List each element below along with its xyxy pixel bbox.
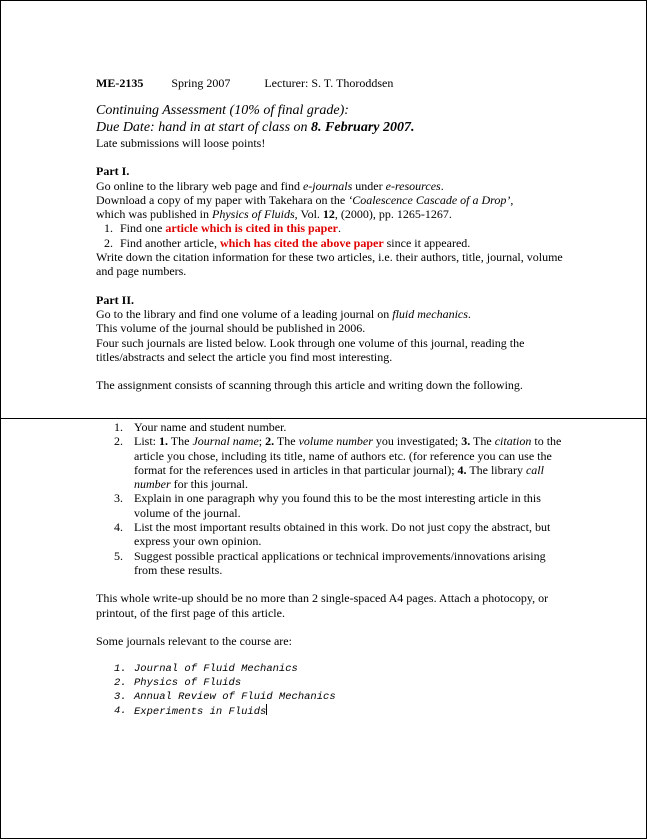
list-item: 3. Explain in one paragraph why you found this to be the most interesting article in this volume of the journal.	[114, 491, 541, 520]
course-code: ME-2135	[96, 76, 144, 90]
page-divider	[0, 418, 647, 419]
list-item: 2. List: 1. The Journal name; 2. The volume number you investigated; 3. The citation to the article you chose, including its title, name of authors etc. (for reference you can use the format for the references used in articles in that particular journal); 4. The library call number for this journal.	[114, 434, 562, 492]
due-date: 8. February 2007.	[311, 120, 415, 135]
late-note: Late submissions will loose points!	[96, 136, 266, 150]
highlight-citing: which has cited the above paper	[219, 235, 384, 250]
due-prefix: Due Date: hand in at start of class on	[96, 120, 312, 135]
writeup-note: This whole write-up should be no more than 2 single-spaced A4 pages. Attach a photocopy, or printout, of the first page of this article.	[96, 591, 549, 620]
document-lower	[96, 420, 566, 719]
part1-line1: Go online to the library web page and find e-journals under e-resources.	[96, 178, 444, 193]
list-item: 2. Physics of Fluids	[114, 677, 242, 690]
list-item: 4. Experiments in Fluids	[114, 705, 267, 719]
highlight-cited: article which is cited in this paper	[165, 221, 339, 236]
part2-line2: This volume of the journal should be published in 2006.	[96, 321, 366, 336]
course-lecturer: Lecturer: S. T. Thoroddsen	[264, 76, 394, 90]
due-date-line	[96, 119, 566, 136]
list-item: 5. Suggest possible practical applications or technical improvements/innovations arising from these results.	[114, 548, 546, 577]
list-item: 2. Find another article, which has cited the above paper since it appeared.	[104, 235, 471, 250]
document-upper	[96, 76, 566, 392]
part2-line1: Go to the library and find one volume of a leading journal on fluid mechanics.	[96, 306, 471, 321]
list-item: 3. Annual Review of Fluid Mechanics	[114, 691, 336, 704]
list-item: 4. List the most important results obtained in this work. Do not just copy the abstract, but express your own opinion.	[114, 520, 551, 549]
part1-list	[96, 221, 566, 250]
journals-intro: Some journals relevant to the course are:	[96, 633, 292, 648]
list-item: 1. Your name and student number.	[114, 420, 287, 434]
list-item: 1. Find one article which is cited in this paper.	[104, 221, 342, 236]
part2-heading: Part II.	[96, 292, 134, 307]
task-list	[96, 420, 566, 577]
list-item: 1. Journal of Fluid Mechanics	[114, 663, 298, 676]
part2-line3: Four such journals are listed below. Look through one volume of this journal, reading the titles/abstracts and select the article you find most interesting.	[96, 335, 525, 364]
text-cursor	[266, 704, 267, 715]
assessment-title: Continuing Assessment (10% of final grade):	[96, 103, 349, 118]
journal-list	[96, 662, 566, 719]
part1-closing: Write down the citation information for these two articles, i.e. their authors, title, journal, volume and page numbers.	[96, 250, 563, 279]
part1-heading: Part I.	[96, 164, 130, 179]
part1-line3: which was published in Physics of Fluids, Vol. 12, (2000), pp. 1265-1267.	[96, 207, 452, 222]
part1-line2: Download a copy of my paper with Takehara on the ‘Coalescence Cascade of a Drop’,	[96, 192, 514, 207]
part2-line4: The assignment consists of scanning through this article and writing down the following.	[96, 378, 523, 393]
course-term: Spring 2007	[171, 76, 231, 90]
course-header	[96, 76, 566, 92]
